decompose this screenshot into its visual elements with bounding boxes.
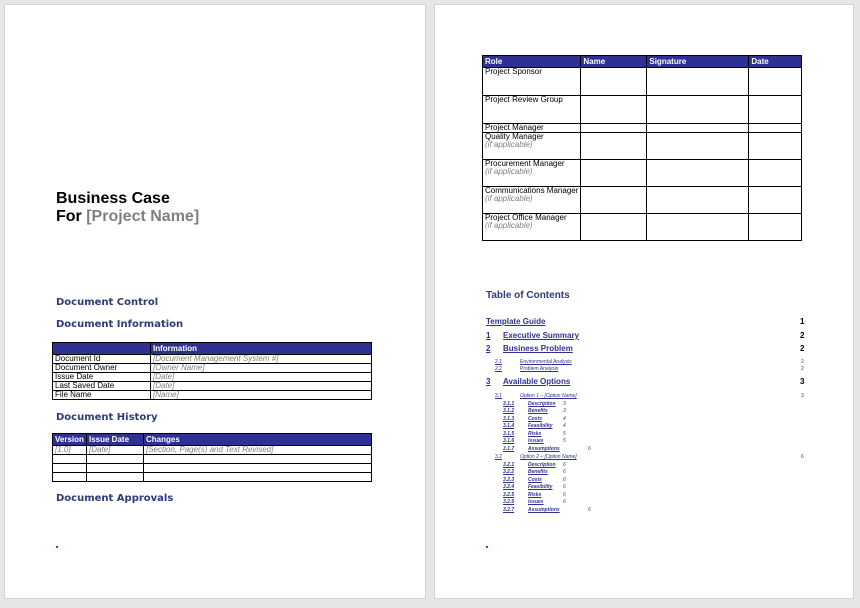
toc-item-3-2-6-label[interactable] [528, 499, 544, 505]
toc-page-number: 5 [563, 438, 566, 444]
cell[interactable]: [Date] [87, 446, 144, 455]
toc-number[interactable]: 1 [486, 331, 491, 340]
toc-item-3-2-4-label[interactable] [528, 484, 552, 490]
toc-page-number: 1 [800, 317, 805, 326]
toc-number[interactable]: 3.1.7 [503, 446, 515, 452]
toc-item-3-2-2-label[interactable] [528, 469, 548, 475]
row-label: Document Owner [53, 364, 151, 373]
table-header-row [53, 434, 372, 446]
table-header-cell: Role [483, 56, 581, 68]
row-value[interactable]: [Owner Name] [151, 364, 372, 373]
role-label: Communications Manager [485, 186, 579, 195]
role-cell [483, 96, 581, 124]
toc-link[interactable]: Environmental Analysis [520, 359, 572, 365]
toc-item-option-2-label[interactable] [520, 454, 577, 460]
cell[interactable] [87, 455, 144, 464]
toc-item-available-options[interactable] [486, 377, 490, 386]
role-note: (if applicable) [485, 140, 533, 149]
toc-item-3-1-6-label[interactable] [528, 438, 544, 444]
toc-link[interactable]: Issues [528, 438, 544, 444]
table-header-cell: Changes [144, 434, 372, 446]
toc-item-3-2-3-label[interactable] [528, 477, 542, 483]
document-page-2 [435, 5, 853, 598]
role-cell [483, 133, 581, 160]
table-row [53, 355, 372, 364]
paragraph-marker-icon [486, 546, 488, 548]
table-header-cell: Information [151, 343, 372, 355]
table-row [53, 473, 372, 482]
toc-item-3-2-7-label[interactable] [528, 507, 560, 513]
role-label: Project Office Manager [485, 213, 567, 222]
cell[interactable] [144, 464, 372, 473]
toc-number[interactable]: 3.1.2 [503, 408, 515, 414]
document-approvals-table [482, 55, 802, 241]
toc-link[interactable]: Costs [528, 477, 542, 483]
toc-page-number: 3 [563, 401, 566, 407]
toc-page-number: 2 [801, 359, 804, 365]
date-cell[interactable] [749, 187, 802, 214]
toc-number[interactable]: 3.1 [495, 393, 502, 399]
date-cell[interactable] [749, 124, 802, 133]
toc-item-3-1-5-label[interactable] [528, 431, 541, 437]
date-cell[interactable] [749, 160, 802, 187]
row-value[interactable]: [Date] [151, 373, 372, 382]
toc-item-3-2-1-label[interactable] [528, 462, 556, 468]
table-row [53, 382, 372, 391]
name-cell[interactable] [581, 160, 647, 187]
table-header-cell [53, 343, 151, 355]
toc-link[interactable]: Risks [528, 431, 542, 437]
cell[interactable]: [Section, Page(s) and Text Revised] [144, 446, 372, 455]
toc-item-problem-analysis[interactable] [495, 366, 502, 372]
cell[interactable] [144, 473, 372, 482]
toc-number[interactable]: 3 [486, 377, 491, 386]
cell[interactable] [144, 455, 372, 464]
role-cell [483, 214, 581, 241]
toc-item-3-1-7[interactable] [503, 446, 514, 452]
toc-item-3-1-3[interactable] [503, 416, 514, 422]
toc-number[interactable]: 3.2 [495, 454, 502, 460]
toc-page-number: 6 [563, 492, 566, 498]
toc-item-3-1-6[interactable] [503, 438, 514, 444]
role-cell [483, 68, 581, 96]
cell[interactable] [53, 464, 87, 473]
role-note: (if applicable) [485, 194, 533, 203]
table-row [483, 214, 802, 241]
toc-link[interactable]: Description [528, 401, 556, 407]
date-cell[interactable] [749, 68, 802, 96]
row-label: Document Id [53, 355, 151, 364]
row-label: File Name [53, 391, 151, 400]
row-label: Last Saved Date [53, 382, 151, 391]
role-label: Procurement Manager [485, 159, 565, 168]
toc-item-problem-analysis-label[interactable] [520, 366, 558, 372]
toc-item-3-2-5[interactable] [503, 492, 514, 498]
toc-link[interactable]: Business Problem [503, 344, 573, 353]
toc-item-executive-summary[interactable] [486, 331, 490, 340]
role-cell [483, 124, 581, 133]
document-information-table [52, 342, 372, 400]
toc-number[interactable]: 3.1.6 [503, 438, 515, 444]
toc-number[interactable]: 3.2.3 [503, 477, 515, 483]
toc-link[interactable]: Option 2 – [Option Name] [520, 454, 577, 460]
toc-link[interactable]: Feasibility [528, 423, 553, 429]
table-header-cell: Signature [647, 56, 749, 68]
toc-number[interactable]: 3.2.1 [503, 462, 515, 468]
toc-page-number: 2 [801, 366, 804, 372]
toc-number[interactable]: 2.1 [495, 359, 502, 365]
document-history-table [52, 433, 372, 482]
toc-page-number: 6 [563, 462, 566, 468]
toc-link[interactable]: Available Options [503, 377, 571, 386]
toc-link[interactable]: Option 1 – [Option Name] [520, 393, 577, 399]
toc-number[interactable]: 2 [486, 344, 491, 353]
row-label: Issue Date [53, 373, 151, 382]
cell[interactable] [87, 473, 144, 482]
role-note: (if applicable) [485, 221, 533, 230]
toc-item-environmental-analysis[interactable] [495, 359, 502, 365]
name-cell[interactable] [581, 124, 647, 133]
toc-link[interactable]: Description [528, 462, 556, 468]
toc-page-number: 3 [801, 393, 804, 399]
cell[interactable]: [1.0] [53, 446, 87, 455]
toc-item-executive-summary-label[interactable] [503, 331, 579, 340]
table-row [53, 391, 372, 400]
toc-number[interactable]: 3.2.2 [503, 469, 515, 475]
document-page-1 [5, 5, 425, 598]
toc-number[interactable]: 3.2.5 [503, 492, 515, 498]
toc-number[interactable]: 3.1.5 [503, 431, 515, 437]
toc-item-3-1-1[interactable] [503, 401, 514, 407]
signature-cell[interactable] [647, 96, 749, 124]
toc-item-environmental-analysis-label[interactable] [520, 359, 572, 365]
table-row [483, 187, 802, 214]
toc-link[interactable]: Benefits [528, 408, 548, 414]
toc-page-number: 6 [563, 484, 566, 490]
toc-item-template-guide[interactable] [486, 317, 545, 326]
heading-document-history: Document History [56, 412, 158, 423]
toc-item-3-2-1[interactable] [503, 462, 514, 468]
toc-number[interactable]: 3.2.7 [503, 507, 515, 513]
toc-page-number: 2 [800, 344, 805, 353]
table-header-row [483, 56, 802, 68]
toc-link[interactable]: Benefits [528, 469, 548, 475]
toc-page-number: 2 [800, 331, 805, 340]
table-header-cell: Issue Date [87, 434, 144, 446]
toc-item-3-1-7-label[interactable] [528, 446, 560, 452]
toc-item-business-problem[interactable] [486, 344, 490, 353]
role-cell [483, 187, 581, 214]
date-cell[interactable] [749, 96, 802, 124]
row-value[interactable]: [Document Management System #] [151, 355, 372, 364]
document-title: Business Case [56, 190, 170, 207]
cell[interactable] [87, 464, 144, 473]
name-cell[interactable] [581, 187, 647, 214]
toc-item-3-2-2[interactable] [503, 469, 514, 475]
toc-number[interactable]: 3.1.3 [503, 416, 515, 422]
toc-item-3-2-7[interactable] [503, 507, 514, 513]
table-row [483, 96, 802, 124]
toc-item-available-options-label[interactable] [503, 377, 570, 386]
paragraph-marker-icon [56, 546, 58, 548]
table-header-row [53, 343, 372, 355]
toc-page-number: 6 [563, 469, 566, 475]
role-cell [483, 160, 581, 187]
toc-item-3-1-4-label[interactable] [528, 423, 552, 429]
signature-cell[interactable] [647, 68, 749, 96]
toc-item-3-1-3-label[interactable] [528, 416, 542, 422]
role-label: Project Sponsor [485, 67, 542, 76]
name-cell[interactable] [581, 96, 647, 124]
table-row [53, 464, 372, 473]
role-label: Project Manager [485, 123, 544, 132]
toc-link[interactable]: Executive Summary [503, 331, 580, 340]
toc-page-number: 4 [563, 423, 566, 429]
toc-link[interactable]: Feasibility [528, 484, 553, 490]
table-row [53, 446, 372, 455]
table-header-cell: Name [581, 56, 647, 68]
role-note: (if applicable) [485, 167, 533, 176]
signature-cell[interactable] [647, 124, 749, 133]
table-row [483, 133, 802, 160]
toc-item-3-1-4[interactable] [503, 423, 514, 429]
toc-link[interactable]: Costs [528, 416, 542, 422]
document-subtitle [56, 208, 199, 226]
toc-page-number: 5 [563, 431, 566, 437]
toc-item-3-1-2[interactable] [503, 408, 514, 414]
toc-link[interactable]: Assumptions [528, 446, 560, 452]
role-label: Project Review Group [485, 95, 563, 104]
toc-item-3-2-3[interactable] [503, 477, 514, 483]
table-header-cell: Date [749, 56, 802, 68]
row-value[interactable]: [Name] [151, 391, 372, 400]
toc-number[interactable]: 3.1.1 [503, 401, 515, 407]
toc-link[interactable]: Issues [528, 499, 544, 505]
table-row [53, 364, 372, 373]
toc-item-3-1-5[interactable] [503, 431, 514, 437]
signature-cell[interactable] [647, 187, 749, 214]
toc-item-3-2-5-label[interactable] [528, 492, 541, 498]
toc-number[interactable]: 3.2.6 [503, 499, 515, 505]
toc-page-number: 6 [563, 477, 566, 483]
cell[interactable] [53, 455, 87, 464]
toc-page-number: 3 [563, 408, 566, 414]
toc-item-option-1[interactable] [495, 393, 502, 399]
toc-link[interactable]: Template Guide [486, 317, 546, 326]
heading-document-approvals: Document Approvals [56, 493, 174, 504]
toc-item-option-2[interactable] [495, 454, 502, 460]
heading-document-information: Document Information [56, 319, 184, 330]
name-cell[interactable] [581, 68, 647, 96]
toc-item-3-2-6[interactable] [503, 499, 514, 505]
table-row [53, 373, 372, 382]
toc-page-number: 3 [800, 377, 805, 386]
name-cell[interactable] [581, 133, 647, 160]
toc-item-option-1-label[interactable] [520, 393, 577, 399]
cell[interactable] [53, 473, 87, 482]
toc-number[interactable]: 3.1.4 [503, 423, 515, 429]
toc-item-3-1-2-label[interactable] [528, 408, 548, 414]
signature-cell[interactable] [647, 214, 749, 241]
toc-item-3-2-4[interactable] [503, 484, 514, 490]
table-header-cell: Version [53, 434, 87, 446]
toc-number[interactable]: 2.2 [495, 366, 502, 372]
table-row [53, 455, 372, 464]
heading-document-control: Document Control [56, 297, 159, 308]
toc-number[interactable]: 3.2.4 [503, 484, 515, 490]
name-cell[interactable] [581, 214, 647, 241]
table-row [483, 124, 802, 133]
toc-page-number: 6 [588, 446, 591, 452]
toc-heading: Table of Contents [486, 290, 570, 301]
role-label: Quality Manager [485, 132, 544, 141]
toc-item-business-problem-label[interactable] [503, 344, 573, 353]
signature-cell[interactable] [647, 133, 749, 160]
date-cell[interactable] [749, 133, 802, 160]
toc-page-number: 6 [588, 507, 591, 513]
table-row [483, 160, 802, 187]
table-row [483, 68, 802, 96]
subtitle-for: For [56, 208, 87, 225]
signature-cell[interactable] [647, 160, 749, 187]
toc-page-number: 4 [563, 416, 566, 422]
project-name-placeholder: [Project Name] [86, 208, 200, 225]
toc-link[interactable]: Risks [528, 492, 542, 498]
date-cell[interactable] [749, 214, 802, 241]
toc-page-number: 6 [563, 499, 566, 505]
toc-link[interactable]: Problem Analysis [520, 366, 559, 372]
row-value[interactable]: [Date] [151, 382, 372, 391]
toc-item-3-1-1-label[interactable] [528, 401, 556, 407]
toc-link[interactable]: Assumptions [528, 507, 560, 513]
toc-page-number: 6 [801, 454, 804, 460]
